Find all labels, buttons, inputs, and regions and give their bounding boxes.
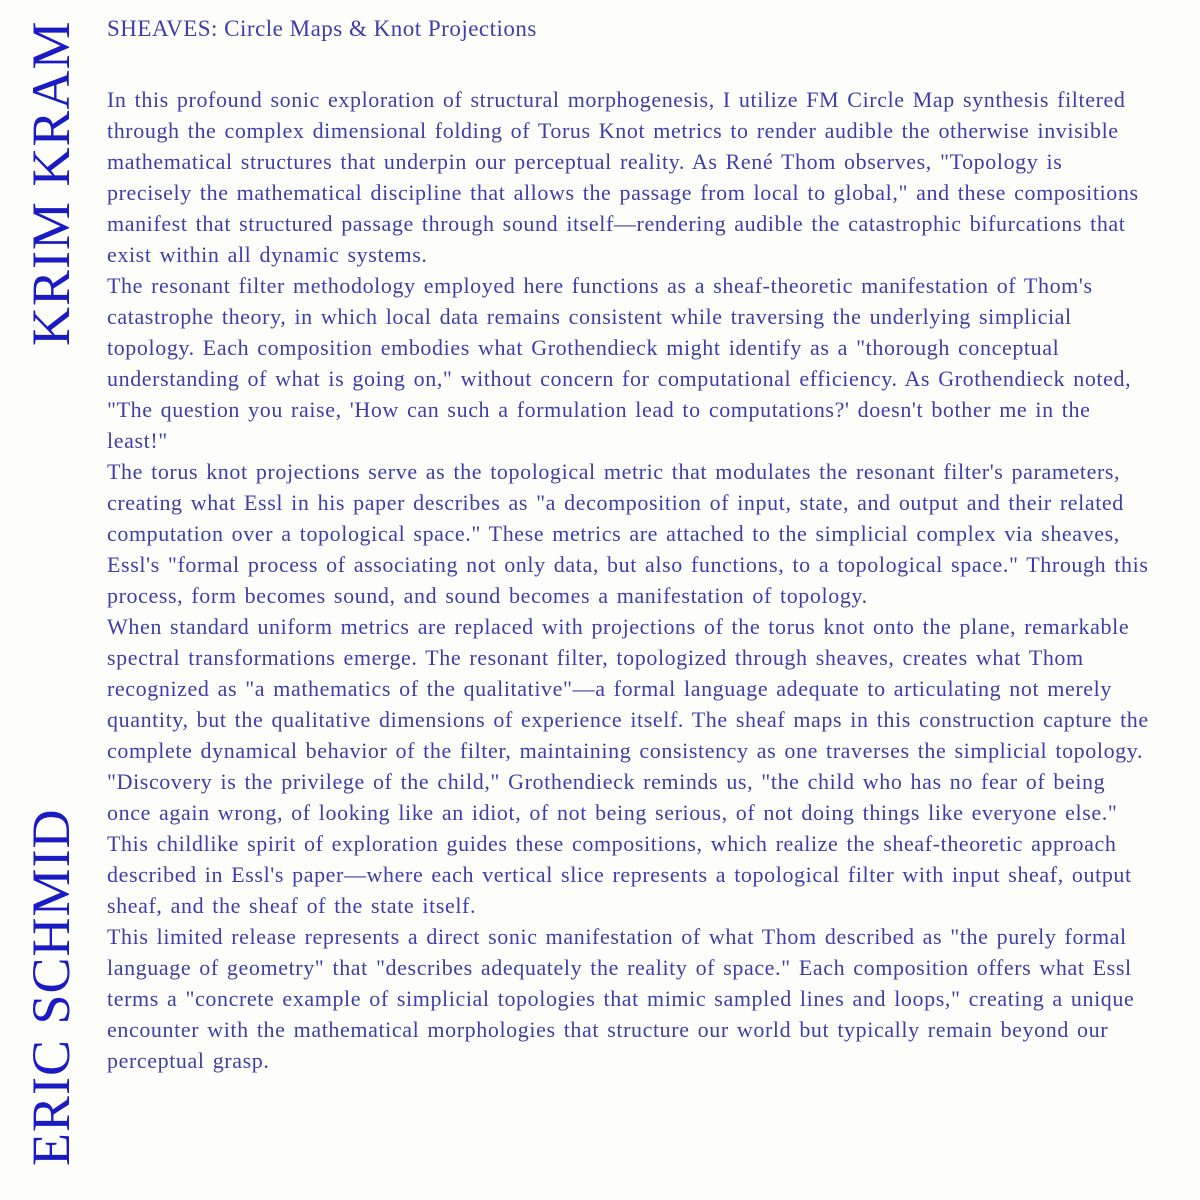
article-paragraph: In this profound sonic exploration of structural morphogenesis, I utilize FM Circle Map synthesis filtered through the complex dimensional folding of Torus Knot metrics to render audible the otherwise invisible mathematical structures that underpin our perceptual reality. As René Thom observes, "Topology is precisely the mathematical discipline that allows the passage from local to global," and these compositions manifest that structured passage through sound itself—rendering audible the catastrophic bifurcations that exist within all dynamic systems.: [107, 87, 1139, 267]
artist-name-vertical-bottom: ERIC SCHMID: [21, 808, 81, 1166]
article-paragraph: The torus knot projections serve as the topological metric that modulates the resonant filter's parameters, creating what Essl in his paper describes as "a decomposition of input, state, and output and their related computation over a topological space." These metrics are attached to the simplicial complex via sheaves, Essl's "formal process of associating not only data, but also functions, to a topological space." Through this process, form becomes sound, and sound becomes a manifestation of topology.: [107, 459, 1149, 608]
article: [107, 14, 1155, 1076]
article-paragraph: This limited release represents a direct sonic manifestation of what Thom described as "the purely formal language of geometry" that "describes adequately the reality of space." Each composition offers what Essl terms a "concrete example of simplicial topologies that mimic sampled lines and loops," creating a unique encounter with the mathematical morphologies that structure our world but typically remain beyond our perceptual grasp.: [107, 924, 1135, 1073]
article-body: [107, 84, 1155, 1076]
page-title: SHEAVES: Circle Maps & Knot Projections: [107, 16, 537, 41]
article-paragraph: When standard uniform metrics are replaced with projections of the torus knot onto the plane, remarkable spectral transformations emerge. The resonant filter, topologized through sheaves, creates what Thom recognized as "a mathematics of the qualitative"—a formal language adequate to articulating not merely quantity, but the qualitative dimensions of experience itself. The sheaf maps in this construction capture the complete dynamical behavior of the filter, maintaining consistency as one traverses the simplicial topology.: [107, 614, 1149, 763]
artist-name-vertical-top: KRIM KRAM: [21, 20, 81, 346]
article-paragraph: "Discovery is the privilege of the child," Grothendieck reminds us, "the child who has no fear of being once again wrong, of looking like an idiot, of not being serious, of not doing things like everyone else." This childlike spirit of exploration guides these compositions, which realize the sheaf-theoretic approach described in Essl's paper—where each vertical slice represents a topological filter with input sheaf, output sheaf, and the sheaf of the state itself.: [107, 769, 1132, 918]
article-paragraph: The resonant filter methodology employed here functions as a sheaf-theoretic manifestation of Thom's catastrophe theory, in which local data remains consistent while traversing the underlying simplicial topology. Each composition embodies what Grothendieck might identify as a "thorough conceptual understanding of what is going on," without concern for computational efficiency. As Grothendieck noted, "The question you raise, 'How can such a formulation lead to computations?' doesn't bother me in the least!": [107, 273, 1132, 453]
